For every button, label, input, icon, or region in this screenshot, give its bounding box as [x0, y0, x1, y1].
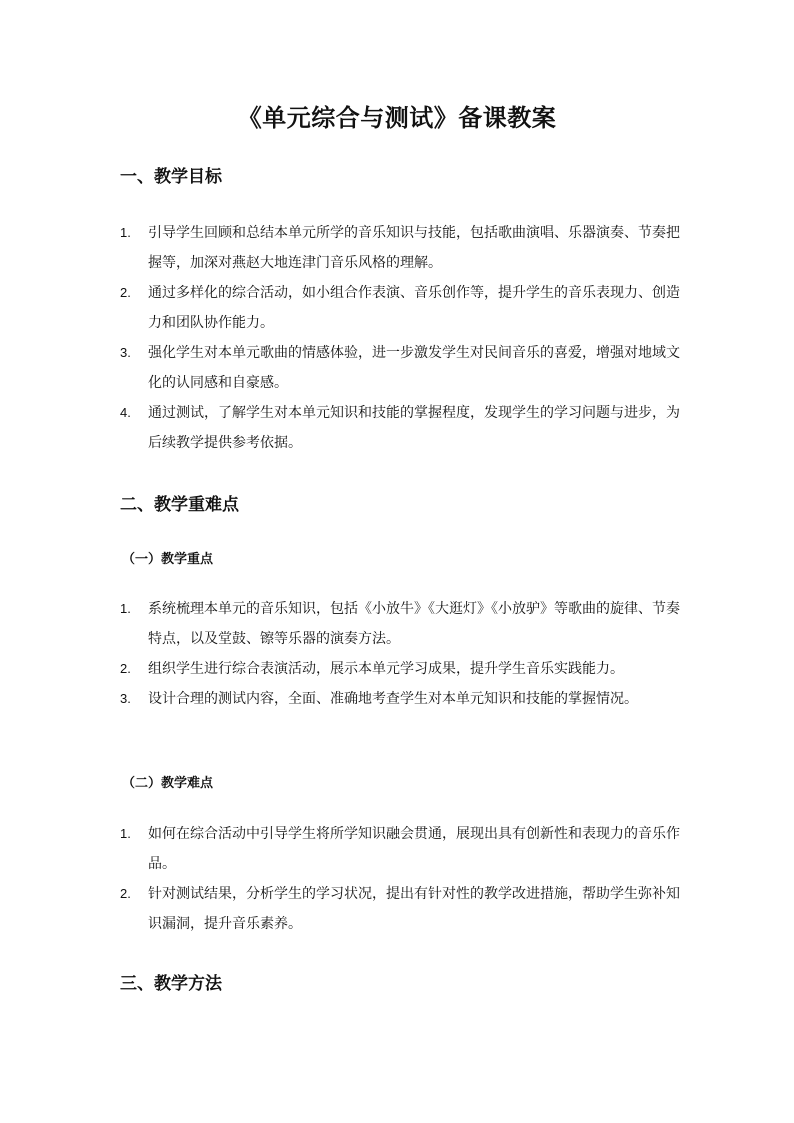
list-item-text: 设计合理的测试内容，全面、准确地考查学生对本单元知识和技能的掌握情况。	[148, 691, 638, 707]
list-item-number: 2.	[120, 661, 131, 676]
list-item-text: 如何在综合活动中引导学生将所学知识融会贯通，展现出具有创新性和表现力的音乐作品。	[148, 826, 680, 872]
list-item	[120, 278, 680, 338]
list-item-text: 系统梳理本单元的音乐知识，包括《小放牛》《大逛灯》《小放驴》等歌曲的旋律、节奏特点，以及堂鼓、镲等乐器的演奏方法。	[148, 601, 680, 647]
list-item-number: 3.	[120, 345, 131, 360]
list-item	[120, 819, 680, 879]
section-heading-key-points: 二、教学重难点	[120, 495, 239, 515]
list-item-number: 1.	[120, 225, 131, 240]
list-item	[120, 594, 680, 654]
subsection-heading-difficulties: （二）教学难点	[122, 776, 214, 791]
list-item	[120, 684, 680, 714]
list-item-number: 4.	[120, 405, 131, 420]
list-item-number: 1.	[120, 826, 131, 841]
list-item	[120, 879, 680, 939]
list-item-number: 2.	[120, 285, 131, 300]
subsection-heading-key-points: （一）教学重点	[122, 552, 214, 567]
list-item-number: 3.	[120, 691, 131, 706]
list-item-text: 针对测试结果，分析学生的学习状况，提出有针对性的教学改进措施，帮助学生弥补知识漏洞，提升音乐素养。	[148, 886, 680, 932]
list-item	[120, 218, 680, 278]
difficulties-list	[120, 819, 680, 939]
list-item-text: 组织学生进行综合表演活动，展示本单元学习成果，提升学生音乐实践能力。	[148, 661, 624, 677]
list-item	[120, 398, 680, 458]
teaching-goals-list	[120, 218, 680, 458]
list-item-text: 通过多样化的综合活动，如小组合作表演、音乐创作等，提升学生的音乐表现力、创造力和团队协作能力。	[148, 285, 680, 331]
list-item-number: 1.	[120, 601, 131, 616]
section-heading-teaching-goals: 一、教学目标	[120, 167, 222, 187]
list-item	[120, 654, 680, 684]
list-item-text: 强化学生对本单元歌曲的情感体验，进一步激发学生对民间音乐的喜爱，增强对地域文化的认同感和自豪感。	[148, 345, 680, 391]
list-item-text: 通过测试，了解学生对本单元知识和技能的掌握程度，发现学生的学习问题与进步，为后续教学提供参考依据。	[148, 405, 680, 451]
list-item-text: 引导学生回顾和总结本单元所学的音乐知识与技能，包括歌曲演唱、乐器演奏、节奏把握等，加深对燕赵大地连津门音乐风格的理解。	[148, 225, 680, 271]
list-item	[120, 338, 680, 398]
document-title: 《单元综合与测试》备课教案	[237, 104, 557, 132]
list-item-number: 2.	[120, 886, 131, 901]
key-points-list	[120, 594, 680, 714]
section-heading-teaching-methods: 三、教学方法	[120, 974, 222, 994]
